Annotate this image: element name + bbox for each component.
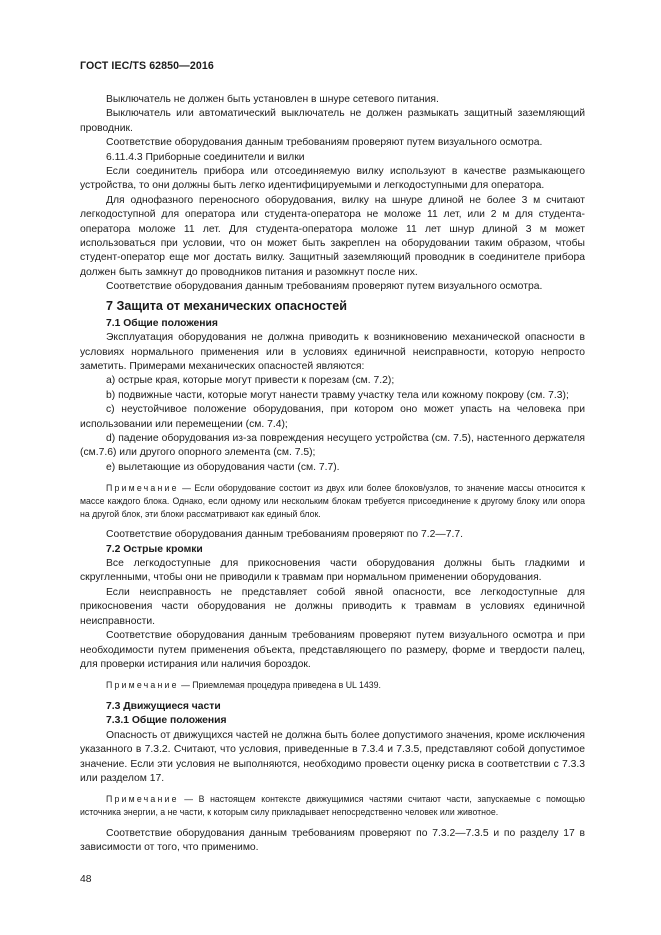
note-label: Примечание	[106, 680, 179, 691]
list-item: d) падение оборудования из-за повреждения несущего устройства (см. 7.5), настенного держателя (см.7.6) или другого опорного элемента (см. 7.5);	[80, 432, 585, 459]
page-number: 48	[80, 874, 92, 885]
paragraph: Соответствие оборудования данным требованиям проверяют путем визуального осмотра.	[106, 137, 543, 149]
list-item: e) вылетающие из оборудования части (см. 7.7).	[106, 461, 340, 473]
list-item: b) подвижные части, которые могут нанести травму участку тела или кожному покрову (см. 7.3);	[106, 389, 569, 401]
paragraph: Выключатель или автоматический выключатель не должен размыкать защитный заземляющий проводник.	[80, 108, 585, 134]
section-7-heading: 7 Защита от механических опасностей	[106, 298, 348, 313]
page-body	[80, 93, 585, 856]
paragraph: Соответствие оборудования данным требованиям проверяют путем визуального осмотра и при необходимости путем применения объекта, представляющего по размеру, форме и твердости палец, для проверки истирания или наличия бороздок.	[80, 630, 585, 670]
section-7-2-heading: 7.2 Острые кромки	[106, 543, 203, 555]
note	[80, 482, 585, 520]
paragraph: Выключатель не должен быть установлен в шнуре сетевого питания.	[106, 94, 439, 105]
section-7-3-1-heading: 7.3.1 Общие положения	[106, 715, 227, 727]
paragraph: Соответствие оборудования данным требованиям проверяют по 7.3.2—7.3.5 и по разделу 17 в зависимости от того, что применимо.	[80, 827, 585, 854]
paragraph: Опасность от движущихся частей не должна быть более допустимого значения, кроме исключения указанного в 7.3.2. Считают, что условия, приведенные в 7.3.4 и 7.3.5, представляют собой допустимое значение. Если эти условия не выполняются, необходимо провести оценку риска в соответствии с 7.3.3 или разделом 17.	[80, 729, 585, 785]
subclause-heading: 6.11.4.3 Приборные соединители и вилки	[106, 151, 305, 163]
note-label: Примечание	[106, 483, 179, 494]
section-7-1-heading: 7.1 Общие положения	[106, 317, 218, 329]
paragraph: Соответствие оборудования данным требованиям проверяют путем визуального осмотра.	[106, 281, 543, 293]
note	[80, 793, 585, 818]
list-item: c) неустойчивое положение оборудования, при котором оно может упасть на человека при использовании или перемещении (см. 7.4);	[80, 404, 585, 430]
note	[80, 679, 585, 692]
paragraph: Эксплуатация оборудования не должна приводить к возникновению механической опасности в условиях нормального применения или в условиях единичной неисправности, которую непросто заметить. Примерами механических опасностей являются:	[80, 332, 585, 372]
paragraph: Если неисправность не представляет собой явной опасности, все легкодоступные для прикосновения части оборудования не должны приводить к травмам в условиях единичной неисправности.	[80, 586, 585, 627]
note-text: — В настоящем контексте движущимися частями считают части, запускаемые с помощью источника энергии, а не части, к которым силу прикладывает непосредственно человек или животное.	[80, 794, 585, 818]
note-label: Примечание	[106, 794, 179, 805]
note-text: — Приемлемая процедура приведена в UL 1439.	[178, 680, 381, 691]
list-item: a) острые края, которые могут привести к порезам (см. 7.2);	[106, 375, 395, 387]
paragraph: Для однофазного переносного оборудования, вилку на шнуре длиной не более 3 м считают легкодоступной для оператора или студента-оператора не моложе 11 лет, или 2 м для студента-оператора моложе 11 лет. Для студента-оператора моложе 11 лет шнур длиной 3 м может использоваться при условии, что он может быть закреплен на оборудовании таким образом, чтобы студент-оператор еще мог достать вилку. Защитный заземляющий проводник в соединителе прибора должен быть замкнут до проводников питания и разомкнут после них.	[80, 194, 585, 278]
paragraph: Все легкодоступные для прикосновения части оборудования должны быть гладкими и скругленными, чтобы они не приводили к травмам при нормальном применении оборудования.	[80, 558, 585, 584]
paragraph: Соответствие оборудования данным требованиям проверяют по 7.2—7.7.	[106, 529, 463, 541]
section-7-3-heading: 7.3 Движущиеся части	[106, 701, 221, 713]
note-text: — Если оборудование состоит из двух или более блоков/узлов, то значение массы относится к массе каждого блока. Однако, если одному или нескольким блокам требуется присоединение к другому блоку или опора на другой блок, эти блоки рассматривают как единый блок.	[80, 483, 585, 519]
standard-header: ГОСТ IEC/TS 62850—2016	[80, 60, 214, 72]
paragraph: Если соединитель прибора или отсоединяемую вилку используют в качестве размыкающего устройства, то они должны быть легко идентифицируемыми и легкодоступными для оператора.	[80, 166, 585, 192]
